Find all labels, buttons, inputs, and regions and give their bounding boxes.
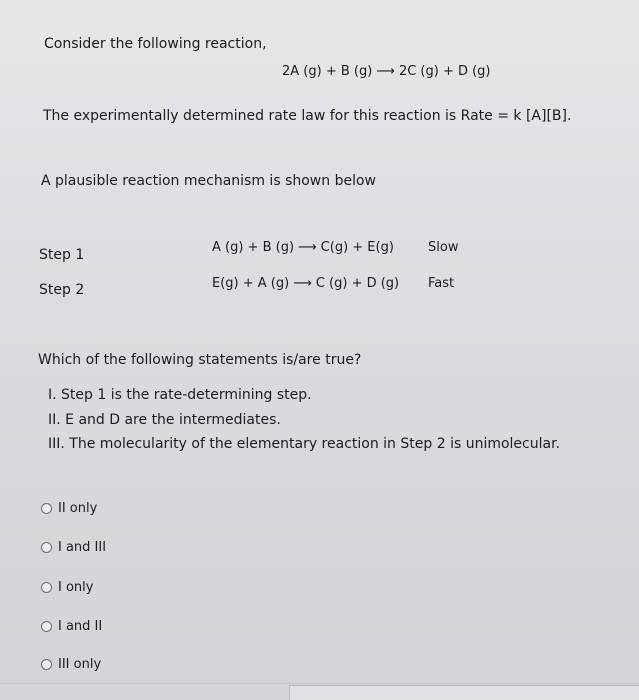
step-2-label: Step 2 [39,282,85,298]
step-1-products: C(g) + E(g) [320,240,394,255]
reaction-arrow-icon: ⟶ [376,64,395,79]
intro-text: Consider the following reaction, [44,36,267,52]
option-i-only[interactable] [41,578,93,596]
radio-button-icon[interactable] [41,503,52,514]
step-1-label: Step 1 [39,247,85,263]
option-label: I and II [58,618,103,634]
reaction-products: 2C (g) + D (g) [398,64,491,79]
option-iii-only[interactable] [41,655,101,673]
step-1-arrow-icon: ⟶ [298,240,317,255]
option-label: III only [58,656,102,672]
radio-button-icon[interactable] [41,582,52,593]
step-2-reactants: E(g) + A (g) [212,276,290,291]
radio-button-icon[interactable] [41,621,52,632]
overall-reaction [282,64,491,79]
option-i-and-ii[interactable] [41,617,102,635]
step-2-speed: Fast [428,276,455,291]
reaction-reactants: 2A (g) + B (g) [282,64,373,79]
step-1-reactants: A (g) + B (g) [212,240,295,255]
rate-law-text: The experimentally determined rate law for this reaction is Rate = k [A][B]. [43,108,572,124]
statement-1: I. Step 1 is the rate-determining step. [48,387,312,403]
step-1-equation [212,240,394,255]
question-text: Which of the following statements is/are true? [38,352,362,368]
option-ii-only[interactable] [41,499,97,517]
option-label: II only [58,500,98,516]
option-label: I and III [58,539,107,555]
statement-2: II. E and D are the intermediates. [48,412,281,428]
option-label: I only [58,579,94,595]
radio-button-icon[interactable] [41,542,52,553]
statement-3: III. The molecularity of the elementary reaction in Step 2 is unimolecular. [48,436,560,452]
next-control-edge [289,685,639,700]
option-i-and-iii[interactable] [41,538,106,556]
mechanism-intro: A plausible reaction mechanism is shown below [41,173,376,189]
radio-button-icon[interactable] [41,659,52,670]
step-2-equation [212,276,399,291]
step-2-products: C (g) + D (g) [315,276,400,291]
step-2-arrow-icon: ⟶ [293,276,312,291]
step-1-speed: Slow [428,240,459,255]
